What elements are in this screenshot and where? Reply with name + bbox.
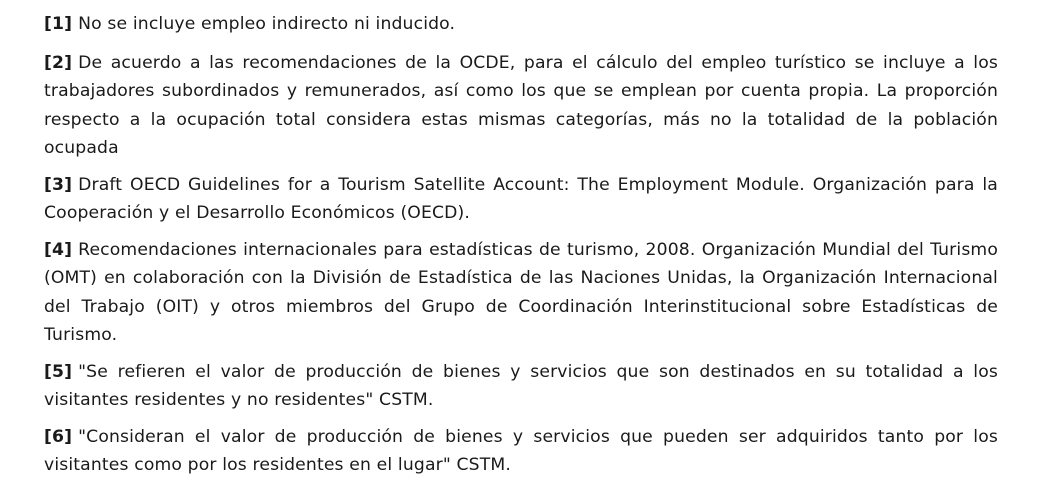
footnote-text: No se incluye empleo indirecto ni inducido.: [78, 14, 456, 34]
footnote-ref: [3]: [44, 174, 73, 195]
footnote-ref: [4]: [44, 239, 73, 260]
footnote-ref: [1]: [44, 14, 73, 34]
footnote-text: Recomendaciones internacionales para estadísticas de turismo, 2008. Organización Mundial del Turismo (OMT) en colaboración con la División de Estadística de las Naciones Unidas, la Organización Internacional del Trabajo (OIT) y otros miembros del Grupo de Coordinación Interinstitucional sobre Estadísticas de Turismo.: [44, 239, 998, 345]
footnote-5: [44, 358, 998, 415]
footnote-text: Draft OECD Guidelines for a Tourism Satellite Account: The Employment Module. Organización para la Cooperación y el Desarrollo Económicos (OECD).: [44, 174, 998, 223]
footnote-text: "Consideran el valor de producción de bienes y servicios que pueden ser adquiridos tanto por los visitantes como por los residentes en el lugar" CSTM.: [44, 426, 998, 475]
footnote-ref: [5]: [44, 361, 73, 382]
footnote-text: "Se refieren el valor de producción de bienes y servicios que son destinados en su totalidad a los visitantes residentes y no residentes" CSTM.: [44, 361, 998, 410]
footnote-ref: [2]: [44, 52, 73, 73]
footnote-6: [44, 423, 998, 480]
footnote-text: De acuerdo a las recomendaciones de la OCDE, para el cálculo del empleo turístico se incluye a los trabajadores subordinados y remunerados, así como los que se emplean por cuenta propia. La proporción respecto a la ocupación total considera estas mismas categorías, más no la totalidad de la población ocupada: [44, 52, 998, 158]
footnote-ref: [6]: [44, 426, 73, 447]
footnote-4: [44, 236, 998, 350]
footnote-2: [44, 49, 998, 163]
footnote-1: [44, 10, 998, 39]
footnote-3: [44, 171, 998, 228]
footnotes-list: [44, 10, 998, 488]
